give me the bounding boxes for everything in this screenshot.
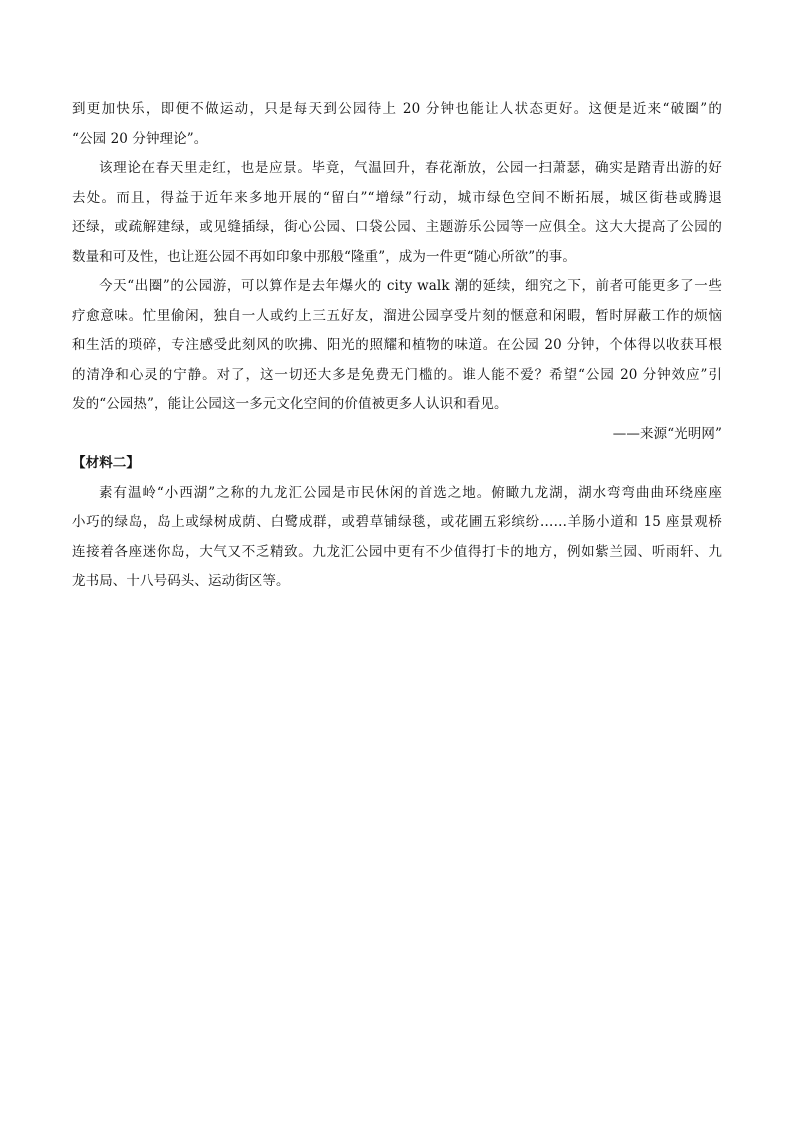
- text-line: 疗愈意味。忙里偷闲，独自一人或约上三五好友，溜进公园享受片刻的惬意和闲暇，暂时屏蔽工作的烦恼: [72, 307, 722, 324]
- paragraph-3: [72, 276, 722, 414]
- text-line: 小巧的绿岛，岛上或绿树成荫、白鹭成群，或碧草铺绿毯，或花圃五彩缤纷……羊肠小道和 15 座景观桥: [72, 514, 722, 530]
- text-line: 素有温岭“小西湖”之称的九龙汇公园是市民休闲的首选之地。俯瞰九龙湖，湖水弯弯曲曲环绕座座: [99, 484, 722, 501]
- text-line: 的清净和心灵的宁静。对了，这一切还大多是免费无门槛的。谁人能不爱？希望“公园 20 分钟效应”引: [72, 366, 722, 383]
- material-2-paragraph: [72, 483, 722, 592]
- text-line: 还绿，或疏解建绿，或见缝插绿，街心公园、口袋公园、主题游乐公园等一应俱全。这大大提高了公园的: [72, 219, 722, 235]
- text-line: “公园 20 分钟理论”。: [72, 130, 208, 147]
- paragraph-1: [72, 99, 722, 149]
- text-line: 龙书局、十八号码头、运动街区等。: [72, 573, 290, 589]
- text-line: 数量和可及性，也让逛公园不再如印象中那般“隆重”，成为一件更“随心所欲”的事。: [72, 248, 577, 265]
- source-attribution: ——来源“光明网”: [612, 425, 722, 442]
- text-line: 该理论在春天里走红，也是应景。毕竟，气温回升，春花渐放，公园一扫萧瑟，确实是踏青出游的好: [99, 160, 722, 176]
- text-line: 今天“出圈”的公园游，可以算作是去年爆火的 city walk 潮的延续，细究之下，前者可能更多了一些: [99, 278, 722, 294]
- document-body: [72, 99, 722, 601]
- text-line: 和生活的琐碎，专注感受此刻风的吹拂、阳光的照耀和植物的味道。在公园 20 分钟，个体得以收获耳根: [72, 337, 722, 353]
- text-line: 到更加快乐，即便不做运动，只是每天到公园待上 20 分钟也能让人状态更好。这便是近来“破圈”的: [72, 101, 722, 117]
- text-line: 发的“公园热”，能让公园这一多元文化空间的价值被更多人认识和看见。: [72, 396, 508, 412]
- paragraph-2: [72, 158, 722, 267]
- text-line: 去处。而且，得益于近年来多地开展的“留白”“增绿”行动，城市绿色空间不断拓展，城区街巷或腾退: [72, 189, 722, 206]
- material-2-heading: 【材料二】: [72, 455, 140, 471]
- text-line: 连接着各座迷你岛，大气又不乏精致。九龙汇公园中更有不少值得打卡的地方，例如紫兰园、听雨轩、九: [72, 543, 722, 560]
